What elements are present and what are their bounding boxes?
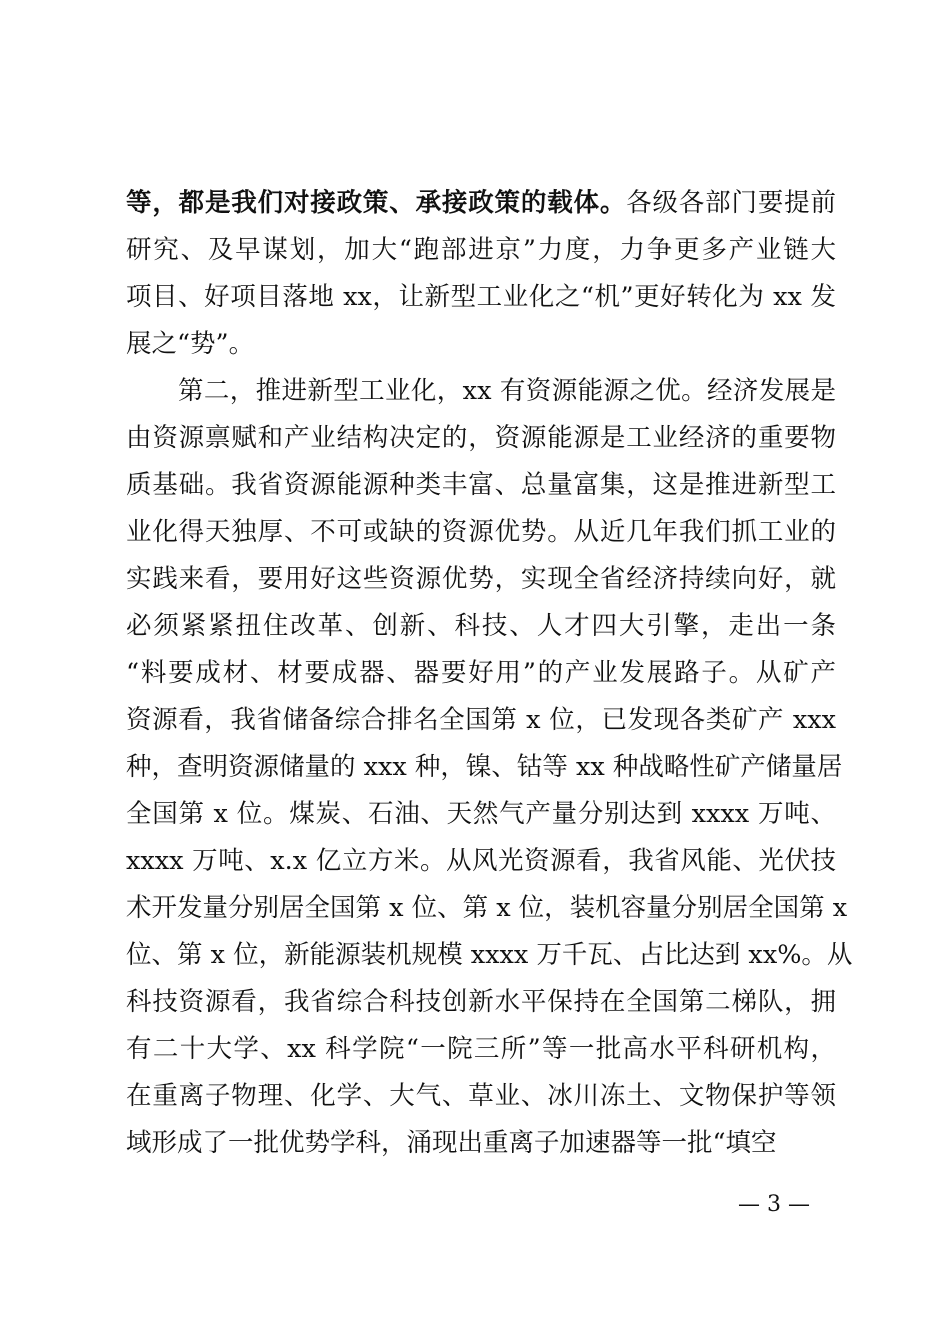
paragraph-2-line-4: 业化得天独厚、不可或缺的资源优势。从近几年我们抓工业的 [126, 517, 836, 547]
paragraph-2-line-9: 种，查明资源储量的 xxx 种，镍、钴等 xx 种战略性矿产储量居 [126, 752, 843, 782]
paragraph-1-line-4: 展之“势”。 [126, 329, 255, 359]
paragraph-1-line-2: 研究、及早谋划，加大“跑部进京”力度，力争更多产业链大 [126, 235, 836, 265]
bold-lead-text: 等，都是我们对接政策、承接政策的载体。 [126, 188, 627, 218]
paragraph-2-line-10: 全国第 x 位。煤炭、石油、天然气产量分别达到 xxxx 万吨、 [126, 799, 836, 829]
page-number: — 3 — [738, 1192, 810, 1217]
paragraph-2-line-17: 域形成了一批优势学科，涌现出重离子加速器等一批“填空 [126, 1128, 777, 1158]
paragraph-2-line-11: xxxx 万吨、x.x 亿立方米。从风光资源看，我省风能、光伏技 [126, 846, 836, 876]
paragraph-2-line-16: 在重离子物理、化学、大气、草业、冰川冻土、文物保护等领 [126, 1081, 836, 1111]
paragraph-1-line-1 [126, 186, 836, 220]
paragraph-2-line-8: 资源看，我省储备综合排名全国第 x 位，已发现各类矿产 xxx [126, 705, 836, 735]
paragraph-2-line-6: 必须紧紧扭住改革、创新、科技、人才四大引擎，走出一条 [126, 611, 836, 641]
paragraph-2-line-2: 由资源禀赋和产业结构决定的，资源能源是工业经济的重要物 [126, 423, 836, 453]
paragraph-2-line-1: 第二，推进新型工业化，xx 有资源能源之优。经济发展是 [178, 376, 836, 406]
paragraph-2-line-12: 术开发量分别居全国第 x 位、第 x 位，装机容量分别居全国第 x [126, 893, 848, 923]
paragraph-2-line-15: 有二十大学、xx 科学院“一院三所”等一批高水平科研机构， [126, 1034, 836, 1064]
paragraph-2-line-14: 科技资源看，我省综合科技创新水平保持在全国第二梯队，拥 [126, 987, 836, 1017]
paragraph-1-line-1-rest: 各级各部门要提前 [626, 188, 836, 218]
paragraph-2-line-13: 位、第 x 位，新能源装机规模 xxxx 万千瓦、占比达到 xx%。从 [126, 940, 853, 970]
paragraph-2-line-7: “料要成材、材要成器、器要好用”的产业发展路子。从矿产 [126, 658, 836, 688]
paragraph-1-line-3: 项目、好项目落地 xx，让新型工业化之“机”更好转化为 xx 发 [126, 282, 836, 312]
paragraph-2-line-3: 质基础。我省资源能源种类丰富、总量富集，这是推进新型工 [126, 470, 836, 500]
paragraph-2-line-5: 实践来看，要用好这些资源优势，实现全省经济持续向好，就 [126, 564, 836, 594]
